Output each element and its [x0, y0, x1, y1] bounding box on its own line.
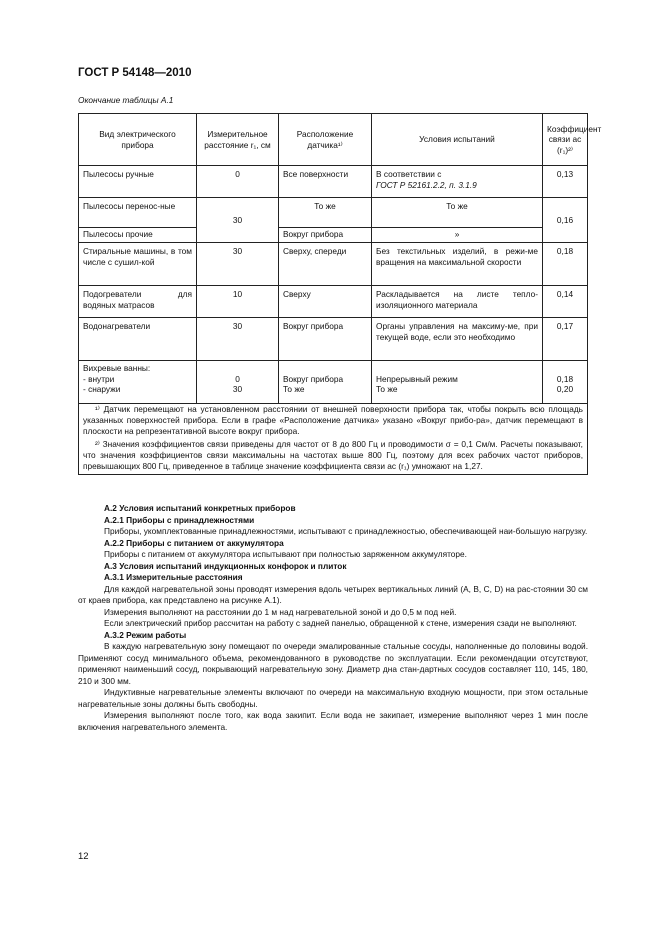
cell-device: Водонагреватели [79, 318, 197, 361]
cell-coefficient: 0,14 [543, 286, 588, 318]
cell-sensor: Вокруг прибора [279, 318, 372, 361]
cell-coefficient: 0,17 [543, 318, 588, 361]
col-header-conditions: Условия испытаний [372, 114, 543, 166]
cell-distance: 30 [197, 318, 279, 361]
section-a31-text-3: Если электрический прибор рассчитан на работу с задней панелью, обращенной к стене, измерения сзади не выполняют. [104, 618, 577, 628]
section-a21-text: Приборы, укомплектованные принадлежностями, испытывают с принадлежностью, обеспечивающей наи-большую нагрузку. [104, 526, 588, 536]
cell-sensor-inside: Вокруг прибора [283, 373, 344, 384]
section-a22-text: Приборы с питанием от аккумулятора испытывают при полностью заряженном аккумуляторе. [104, 549, 467, 559]
cell-device: Пылесосы перенос-ные [79, 198, 197, 228]
cell-conditions: Без текстильных изделий, в режи-ме вращения на максимальной скорости [372, 243, 543, 286]
page-number: 12 [78, 851, 89, 862]
section-a2-heading: А.2 Условия испытаний конкретных приборов [104, 503, 296, 513]
cell-coefficient-outside: 0,20 [556, 384, 574, 394]
col-header-distance: Измерительное расстояние r₁, см [197, 114, 279, 166]
table-header-row [79, 114, 588, 166]
cell-coefficient [543, 361, 588, 404]
section-a21-heading: А.2.1 Приборы с принадлежностями [104, 514, 255, 525]
section-a22-heading: А.2.2 Приборы с питанием от аккумулятора [104, 537, 284, 548]
cell-conditions-line1: В соответствии с [376, 169, 442, 179]
document-body [78, 503, 588, 733]
cell-coefficient: 0,16 [543, 198, 588, 243]
cell-coefficient-inside: 0,18 [556, 373, 574, 384]
cell-conditions: » [372, 228, 543, 243]
table-notes [79, 404, 588, 475]
cell-sensor: Сверху [279, 286, 372, 318]
section-a31-text-1: Для каждой нагревательной зоны проводят измерения вдоль четырех вертикальных линий (А, В, С, D) на рас-стоянии 30 см от краев прибора, как представлено на рисунке А.1). [78, 583, 588, 605]
section-a32-heading: А.3.2 Режим работы [104, 629, 187, 640]
cell-conditions: Органы управления на максиму-ме, при текущей воде, если это необходимо [372, 318, 543, 361]
cell-distance: 30 [197, 243, 279, 286]
cell-sensor-outside: То же [283, 384, 305, 394]
table-note-2: ²⁾ Значения коэффициентов связи приведены для частот от 8 до 800 Гц и проводимости σ = 0,1 См/м. Расчеты показывают, что значения коэффициентов связи максимальны на частотах выше 800 Гц, поэтому для всех рабочих частот приборов, превышающих 800 Гц, приведенное в таблице значение коэффициента связи aᴄ (r₁) умножают на 1,27. [83, 439, 583, 471]
table-caption: Окончание таблицы А.1 [78, 95, 174, 105]
table-note-1: ¹⁾ Датчик перемещают на установленном расстоянии от внешней поверхности прибора так, чтобы покрыть всю площадь указанных поверхностей прибора. Если в графе «Расположение датчика» указано «Вокруг прибо-ра», датчик перемещают в плоскости на репрезентативной высоте вокруг прибора. [83, 404, 583, 436]
section-a32-text-3: Измерения выполняют после того, как вода закипит. Если вода не закипает, измерение выполняют через 1 мин после включения нагревательного элемента. [78, 710, 588, 732]
col-header-device-type: Вид электрического прибора [79, 114, 197, 166]
cell-conditions [372, 361, 543, 404]
cell-device: Пылесосы ручные [79, 166, 197, 198]
cell-distance: 10 [197, 286, 279, 318]
col-header-sensor-position: Расположение датчика¹⁾ [279, 114, 372, 166]
cell-device [79, 361, 197, 404]
cell-device: Подогреватели для водяных матрасов [79, 286, 197, 318]
cell-sensor: Все поверхности [279, 166, 372, 198]
document-header: ГОСТ Р 54148—2010 [78, 67, 192, 79]
cell-conditions: Раскладывается на листе тепло-изоляционного материала [372, 286, 543, 318]
cell-device-title: Вихревые ванны: [83, 363, 151, 373]
cell-distance-outside: 30 [232, 384, 243, 394]
cell-conditions-reference: ГОСТ Р 52161.2.2, п. 3.1.9 [376, 179, 477, 190]
section-a31-text-2: Измерения выполняют на расстоянии до 1 м над нагревательной зоной и до 0,5 м под ней. [104, 606, 457, 617]
table-notes-row [79, 404, 588, 475]
cell-conditions-outside: То же [376, 384, 398, 394]
cell-coefficient: 0,18 [543, 243, 588, 286]
table-row [79, 286, 588, 318]
section-a32-text-2: Индуктивные нагревательные элементы включают по очереди на максимальную входную мощности, при этом остальные нагревательные зоны должны быть свободны. [78, 687, 588, 709]
cell-device-outside: - снаружи [83, 384, 121, 394]
cell-distance-inside: 0 [235, 373, 240, 384]
cell-conditions: То же [372, 198, 543, 228]
cell-conditions-inside: Непрерывный режим [376, 373, 458, 384]
section-a3-heading: А.3 Условия испытаний индукционных конфорок и плиток [104, 560, 347, 571]
cell-distance: 0 [197, 166, 279, 198]
table-row [79, 243, 588, 286]
cell-sensor: То же [279, 198, 372, 228]
cell-device: Пылесосы прочие [79, 228, 197, 243]
table-row [79, 318, 588, 361]
table-row [79, 228, 588, 243]
cell-device: Стиральные машины, в том числе с сушил-кой [79, 243, 197, 286]
col-header-coefficient: Коэффициент связи aᴄ (r₁)²⁾ [543, 114, 588, 166]
cell-device-inside: - внутри [83, 373, 115, 384]
table-row [79, 166, 588, 198]
section-a31-heading: А.3.1 Измерительные расстояния [104, 572, 243, 582]
table-row [79, 198, 588, 228]
section-a32-text-1: В каждую нагревательную зону помещают по очереди эмалированные стальные сосуды, наполненные до половины водой. Применяют сосуд минимального объема, рекомендованного в руководстве по эксплуатации. Если рекомендации отсутствуют, применяют наименьший сосуд, покрывающий нагревательную зону. Диаметр дна стан-дартных сосудов составляет 110, 145, 180, 210 и 300 мм. [78, 641, 588, 686]
table-row [79, 361, 588, 404]
cell-distance: 30 [197, 198, 279, 243]
cell-sensor: Сверху, спереди [279, 243, 372, 286]
cell-coefficient: 0,13 [543, 166, 588, 198]
cell-sensor: Вокруг прибора [279, 228, 372, 243]
table-a1 [78, 113, 602, 475]
cell-distance [197, 361, 279, 404]
cell-sensor [279, 361, 372, 404]
cell-conditions [372, 166, 543, 198]
